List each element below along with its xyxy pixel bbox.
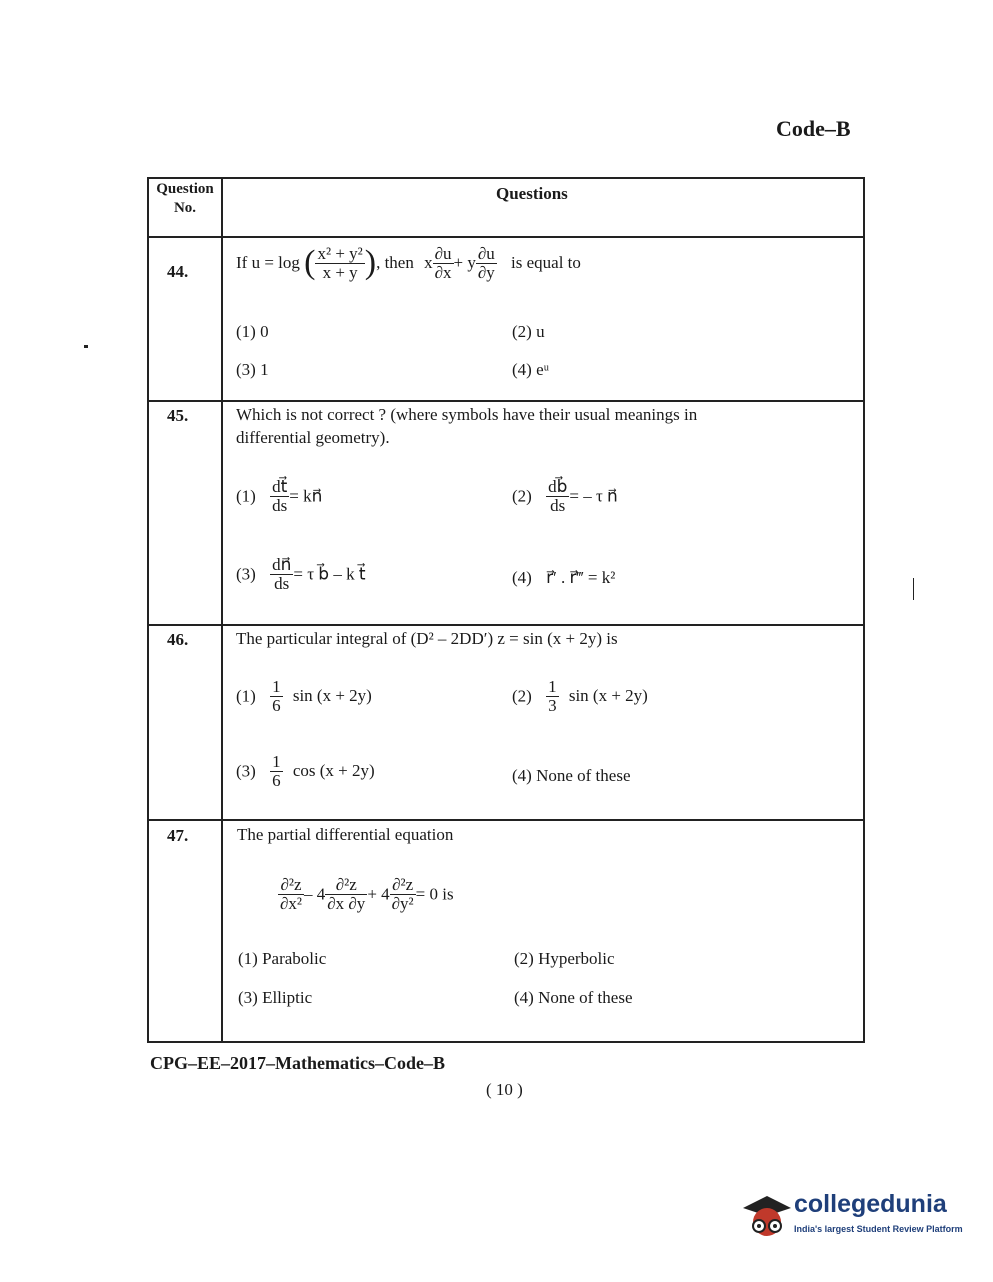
- option-rest: = – τ n⃗: [569, 486, 618, 506]
- fraction-numerator: db⃗: [548, 477, 568, 496]
- fraction: [546, 478, 569, 515]
- row-divider: [147, 624, 865, 626]
- q44-end: is equal to: [511, 253, 581, 272]
- fraction-numerator: dt⃗: [272, 477, 288, 496]
- fraction: [325, 876, 367, 913]
- fraction-numerator: dn⃗: [272, 555, 292, 574]
- fraction: [278, 876, 304, 913]
- q44-option-1: (1) 0: [236, 322, 269, 341]
- q46-option-3: [236, 753, 375, 790]
- option-rest: cos (x + 2y): [292, 761, 375, 781]
- q45-stem-line-1: Which is not correct ? (where symbols have their usual meanings in: [236, 405, 698, 424]
- fraction: [270, 478, 289, 515]
- fraction-denominator: ∂y: [477, 262, 495, 282]
- logo-mascot-icon: [737, 1182, 795, 1240]
- coefficient: – 4: [304, 884, 326, 904]
- option-rest: = kn⃗: [289, 486, 323, 506]
- column-divider: [221, 177, 223, 1043]
- q44-du-dy: [476, 245, 497, 282]
- q47-option-3: (3) Elliptic: [238, 988, 313, 1007]
- q47-stem: The partial differential equation: [237, 825, 454, 844]
- q46-option-1: [236, 678, 372, 715]
- fraction-denominator: ds: [274, 573, 290, 593]
- logo-wordmark: collegedunia: [794, 1190, 947, 1218]
- logo-tagline: India's largest Student Review Platform: [794, 1224, 963, 1234]
- q44-then: , then: [376, 253, 414, 272]
- option-label: (3): [236, 564, 256, 584]
- option-rest: sin (x + 2y): [568, 686, 648, 706]
- q44-x: x: [424, 253, 433, 272]
- fraction-denominator: ∂x²: [280, 893, 302, 913]
- fraction-denominator: ∂x: [434, 262, 452, 282]
- left-paren: (: [304, 244, 316, 281]
- fraction-denominator: 6: [272, 770, 281, 790]
- fraction-numerator: 1: [548, 677, 557, 696]
- q44-du-dx: [433, 245, 454, 282]
- option-label: (3): [236, 761, 256, 781]
- q47-equation: [278, 876, 454, 913]
- row-divider: [147, 819, 865, 821]
- fraction-denominator: ∂x ∂y: [327, 893, 366, 913]
- fraction-numerator: ∂u: [477, 243, 495, 263]
- q44-if: If u = log: [236, 253, 300, 272]
- fraction-numerator: ∂u: [434, 243, 452, 263]
- option-label: (2): [512, 486, 532, 506]
- right-paren: ): [364, 244, 377, 281]
- coefficient: + 4: [367, 884, 390, 904]
- fraction: [546, 678, 559, 715]
- fraction: [270, 556, 293, 593]
- fraction-denominator: ds: [272, 495, 288, 515]
- fraction-numerator: ∂²z: [390, 876, 416, 895]
- fraction-numerator: 1: [272, 752, 281, 771]
- fraction-denominator: 6: [272, 695, 281, 715]
- q46-option-4: (4) None of these: [512, 766, 631, 785]
- q45-option-1: [236, 478, 322, 515]
- page-number: ( 10 ): [486, 1080, 523, 1099]
- q44-log-fraction: [315, 245, 364, 282]
- fraction-numerator: x² + y²: [317, 243, 363, 263]
- paper-footer: CPG–EE–2017–Mathematics–Code–B: [150, 1053, 445, 1073]
- q46-stem: The particular integral of (D² – 2DD′) z = sin (x + 2y) is: [236, 629, 618, 648]
- fraction-denominator: x + y: [322, 262, 358, 282]
- q45-option-3: [236, 556, 366, 593]
- fraction: [390, 876, 416, 913]
- header-question-no: Question No.: [156, 181, 214, 216]
- question-number-47: 47.: [167, 826, 189, 845]
- fraction-numerator: 1: [272, 677, 281, 696]
- row-divider: [147, 236, 865, 238]
- fraction-numerator: ∂²z: [325, 876, 367, 895]
- question-number-45: 45.: [167, 406, 189, 425]
- row-divider: [147, 400, 865, 402]
- question-number-44: 44.: [167, 262, 189, 281]
- scan-mark: [84, 345, 88, 348]
- question-44-stem: [236, 244, 581, 282]
- q47-option-1: (1) Parabolic: [238, 949, 327, 968]
- scan-mark: [913, 578, 914, 600]
- q44-plus-y: + y: [453, 253, 476, 272]
- option-rest: r⃗′ . r⃗‴ = k²: [546, 568, 616, 587]
- q44-option-2: (2) u: [512, 322, 545, 341]
- fraction-denominator: ds: [550, 495, 566, 515]
- q44-option-4: (4) eᵘ: [512, 360, 550, 379]
- fraction-numerator: ∂²z: [278, 876, 304, 895]
- q45-option-4: [512, 568, 615, 588]
- fraction: [270, 678, 283, 715]
- fraction-denominator: 3: [548, 695, 557, 715]
- option-label: (1): [236, 486, 256, 506]
- option-label: (2): [512, 686, 532, 706]
- q47-option-4: (4) None of these: [514, 988, 633, 1007]
- option-rest: = τ b⃗ – k t⃗: [293, 564, 366, 584]
- option-rest: sin (x + 2y): [292, 686, 372, 706]
- q47-option-2: (2) Hyperbolic: [514, 949, 615, 968]
- paper-code: Code–B: [776, 116, 851, 141]
- equation-end: = 0 is: [415, 884, 454, 904]
- header-questions: Questions: [496, 184, 568, 203]
- option-label: (1): [236, 686, 256, 706]
- option-label: (4): [512, 568, 532, 587]
- fraction-denominator: ∂y²: [391, 893, 414, 913]
- q44-option-3: (3) 1: [236, 360, 269, 379]
- q45-option-2: [512, 478, 618, 515]
- q45-stem-line-2: differential geometry).: [236, 428, 390, 447]
- question-number-46: 46.: [167, 630, 189, 649]
- q46-option-2: [512, 678, 648, 715]
- fraction: [270, 753, 283, 790]
- question-table: [147, 177, 865, 1043]
